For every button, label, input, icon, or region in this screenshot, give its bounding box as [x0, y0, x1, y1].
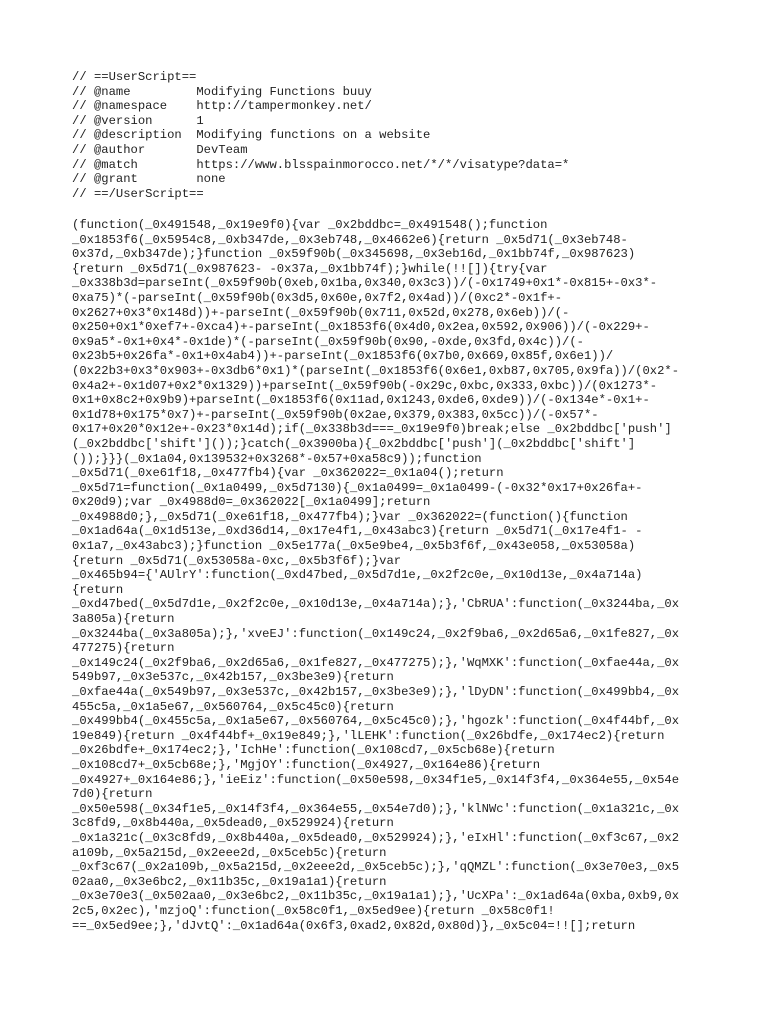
code-line: _0x1ad64a(_0x1d513e,_0xd36d14,_0x17e4f1,_0x43abc3){return _0x5d71(_0x17e4f1- - [72, 524, 643, 539]
code-line: 3c8fd9,_0x8b440a,_0x5dead0,_0x529924){return [72, 816, 394, 831]
code-line: _0x4988d0;},_0x5d71(_0xe61f18,_0x477fb4);}var _0x362022=(function(){function [72, 509, 628, 524]
code-line: _0x26bdfe+_0x174ec2;},'IchHe':function(_0x108cd7,_0x5cb68e){return [72, 743, 555, 758]
code-line: _0x338b3d=parseInt(_0x59f90b(0xeb,0x1ba,0x340,0x3c3))/(-0x1749+0x1*-0x815+-0x3*- [72, 276, 658, 291]
code-line: 0x250+0x1*0xef7+-0xca4)+-parseInt(_0x1853f6(0x4d0,0x2ea,0x592,0x906))/(-0x229+- [72, 320, 650, 335]
code-line: {return _0x5d71(_0x987623- -0x37a,_0x1bb74f);}while(!![]){try{var [72, 261, 548, 276]
code-line: 0x23b5+0x26fa*-0x1+0x4ab4))+-parseInt(_0x1853f6(0x7b0,0x669,0x85f,0x6e1))/ [72, 349, 614, 364]
header-line: // ==UserScript== [72, 70, 197, 84]
code-line: 19e849){return _0x4f44bf+_0x19e849;},'lLEHK':function(_0x26bdfe,_0x174ec2){return [72, 728, 665, 743]
code-line: (0x22b3+0x3*0x903+-0x3db6*0x1)*(parseInt(_0x1853f6(0x6e1,0xb87,0x705,0x9fa))/(0x2*- [72, 363, 680, 378]
userscript-header [72, 70, 712, 201]
code-line: {return [72, 582, 124, 597]
code-line: _0xfae44a(_0x549b97,_0x3e537c,_0x42b157,_0x3be3e9);},'lDyDN':function(_0x499bb4,_0x [72, 685, 680, 699]
code-line: _0x5d71(_0xe61f18,_0x477fb4){var _0x362022=_0x1a04();return [72, 466, 504, 481]
code-line: 3a805a){return [72, 612, 175, 627]
code-line: 0x17+0x20*0x12e+-0x23*0x14d);if(_0x338b3d===_0x19e9f0)break;else _0x2bddbc['push'] [72, 422, 672, 437]
code-line: _0x1a321c(_0x3c8fd9,_0x8b440a,_0x5dead0,_0x529924);},'eIxHl':function(_0xf3c67,_0x2 [72, 830, 680, 845]
code-line: a109b,_0x5a215d,_0x2eee2d,_0x5ceb5c){return [72, 845, 387, 860]
code-line: (function(_0x491548,_0x19e9f0){var _0x2bddbc=_0x491548();function [72, 218, 548, 232]
header-line: // @grant none [72, 172, 226, 187]
header-line: // @name Modifying Functions buuy [72, 84, 372, 99]
code-line: 0x37d,_0xb347de);}function _0x59f90b(_0x345698,_0x3eb16d,_0x1bb74f,_0x987623) [72, 247, 636, 262]
header-line: // @match https://www.blsspainmorocco.net/*/*/visatype?data=* [72, 157, 570, 172]
code-line: 02aa0,_0x3e6bc2,_0x11b35c,_0x19a1a1){return [72, 874, 387, 889]
header-line: // ==/UserScript== [72, 186, 204, 201]
code-line: 477275){return [72, 641, 175, 656]
code-line: _0x108cd7+_0x5cb68e;},'MgjOY':function(_0x4927,_0x164e86){return [72, 757, 541, 772]
code-line: 0x4a2+-0x1d07+0x2*0x1329))+parseInt(_0x59f90b(-0x29c,0xbc,0x333,0xbc))/(0x1273*- [72, 378, 658, 393]
code-line: _0x149c24(_0x2f9ba6,_0x2d65a6,_0x1fe827,_0x477275);},'WqMXK':function(_0xfae44a,_0x [72, 655, 680, 670]
code-line: ());}}}(_0x1a04,0x139532+0x3268*-0x57+0xa58c9));function [72, 451, 482, 466]
code-line: _0x5d71=function(_0x1a0499,_0x5d7130){_0x1a0499=_0x1a0499-(-0x32*0x17+0x26fa+- [72, 480, 643, 495]
header-line: // @description Modifying functions on a website [72, 128, 431, 143]
code-line: _0x499bb4(_0x455c5a,_0x1a5e67,_0x560764,_0x5c45c0);},'hgozk':function(_0x4f44bf,_0x [72, 714, 680, 729]
obfuscated-code [72, 218, 712, 933]
code-line: _0x4927+_0x164e86;},'ieEiz':function(_0x50e598,_0x34f1e5,_0x14f3f4,_0x364e55,_0x54e [72, 772, 680, 787]
code-line: 0xa75)*(-parseInt(_0x59f90b(0x3d5,0x60e,0x7f2,0x4ad))/(0xc2*-0x1f+- [72, 290, 563, 305]
header-line: // @version 1 [72, 113, 204, 128]
code-line: _0x465b94={'AUlrY':function(_0xd47bed,_0x5d7d1e,_0x2f2c0e,_0x10d13e,_0x4a714a) [72, 568, 643, 583]
code-line: 455c5a,_0x1a5e67,_0x560764,_0x5c45c0){return [72, 699, 394, 714]
header-line: // @author DevTeam [72, 142, 248, 157]
code-line: 0x2627+0x3*0x148d))+-parseInt(_0x59f90b(0x711,0x52d,0x278,0x6eb))/(- [72, 305, 570, 320]
code-line: _0xf3c67(_0x2a109b,_0x5a215d,_0x2eee2d,_0x5ceb5c);},'qQMZL':function(_0x3e70e3,_0x5 [72, 860, 680, 875]
code-line: 549b97,_0x3e537c,_0x42b157,_0x3be3e9){return [72, 670, 394, 685]
code-line: _0x3244ba(_0x3a805a);},'xveEJ':function(_0x149c24,_0x2f9ba6,_0x2d65a6,_0x1fe827,_0x [72, 626, 680, 641]
code-line: _0x50e598(_0x34f1e5,_0x14f3f4,_0x364e55,_0x54e7d0);},'klNWc':function(_0x1a321c,_0x [72, 801, 680, 816]
code-line: _0x3e70e3(_0x502aa0,_0x3e6bc2,_0x11b35c,_0x19a1a1);},'UcXPa':_0x1ad64a(0xba,0xb9,0x [72, 889, 680, 904]
header-line: // @namespace http://tampermonkey.net/ [72, 99, 372, 114]
code-line: 2c5,0x2ec),'mzjoQ':function(_0x58c0f1,_0x5ed9ee){return _0x58c0f1! [72, 903, 555, 918]
code-line: 7d0){return [72, 787, 153, 802]
code-line: 0x1+0x8c2+0x9b9)+parseInt(_0x1853f6(0x11ad,0x1243,0xde6,0xde9))/(-0x134e*-0x1+- [72, 393, 650, 408]
code-line: {return _0x5d71(_0x53058a-0xc,_0x5b3f6f);}var [72, 553, 402, 568]
code-line: _0x1853f6(_0x5954c8,_0xb347de,_0x3eb748,_0x4662e6){return _0x5d71(_0x3eb748- [72, 232, 628, 247]
code-line: 0x1d78+0x175*0x7)+-parseInt(_0x59f90b(0x2ae,0x379,0x383,0x5cc))/(-0x57*- [72, 407, 599, 422]
code-line: 0x20d9);var _0x4988d0=_0x362022[_0x1a0499];return [72, 495, 431, 510]
code-line: (_0x2bddbc['shift']());}catch(_0x3900ba){_0x2bddbc['push'](_0x2bddbc['shift'] [72, 436, 636, 451]
code-line: _0xd47bed(_0x5d7d1e,_0x2f2c0e,_0x10d13e,_0x4a714a);},'CbRUA':function(_0x3244ba,_0x [72, 597, 680, 612]
code-line: 0x9a5*-0x1+0x4*-0x1de)*(-parseInt(_0x59f90b(0x90,-0xde,0x3fd,0x4c))/(- [72, 334, 584, 349]
code-line: 0x1a7,_0x43abc3);}function _0x5e177a(_0x5e9be4,_0x5b3f6f,_0x43e058,_0x53058a) [72, 539, 636, 554]
code-line: ==_0x5ed9ee;},'dJvtQ':_0x1ad64a(0x6f3,0xad2,0x82d,0x80d)},_0x5c04=!![];return [72, 918, 636, 933]
